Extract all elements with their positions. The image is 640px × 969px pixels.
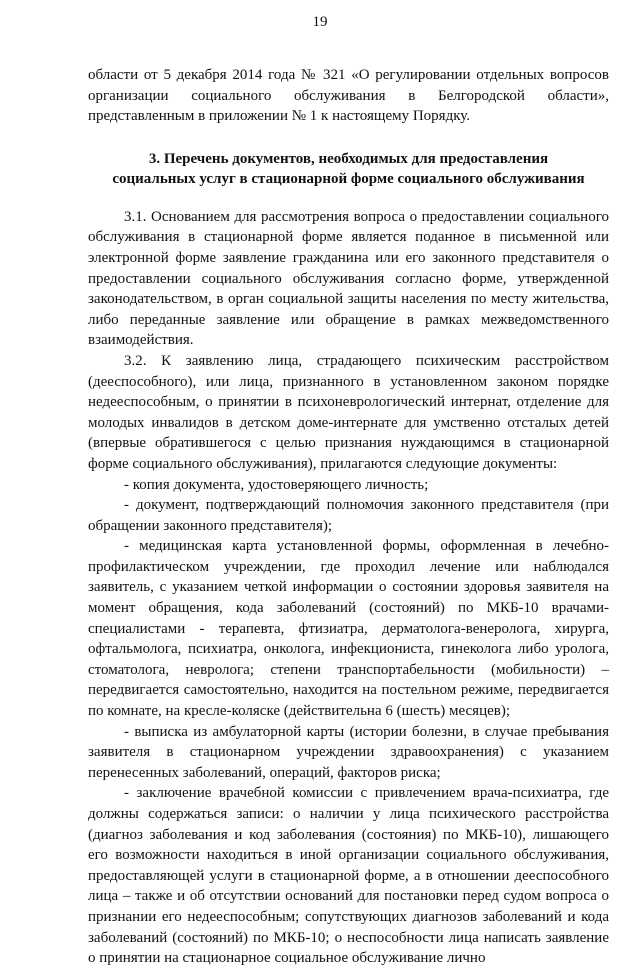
section-heading-line-2: социальных услуг в стационарной форме социального обслуживания: [112, 170, 585, 187]
section-heading: [88, 149, 609, 189]
list-item-representative-document: - документ, подтверждающий полномочия законного представителя (при обращении законного представителя);: [88, 497, 609, 534]
list-item-medical-commission: - заключение врачебной комиссии с привлечением врача-психиатра, где должны содержаться записи: о наличии у лица психического расстройства (диагноз заболевания и код заболевания (состояния) по МКБ-10), лишающего его возможности находиться в иной организации социального обслуживания, предоставляющей услуги в стационарной форме, а в отношении дееспособного лица – также и об отсутствии оснований для постановки перед судом вопроса о признании его недееспособным; сопутствующих диагнозов заболеваний и кода заболеваний (состояний) по МКБ-10; о неспособности лица написать заявление о принятии на стационарное социальное обслуживание лично: [88, 785, 609, 967]
list-item-id-copy: - копия документа, удостоверяющего личность;: [124, 476, 429, 493]
page-number: 19: [312, 14, 328, 30]
section-heading-line-1: 3. Перечень документов, необходимых для предоставления: [148, 150, 549, 167]
paragraph-3-2: 3.2. К заявлению лица, страдающего психическим расстройством (дееспособного), или лица, признанного в установленном законом порядке недееспособным, о принятии в психоневрологический интернат, отделение для молодых инвалидов в детском доме-интернате для умственно отсталых детей (впервые обратившегося с целью признания нуждающимся в стационарной форме социального обслуживания), прилагаются следующие документы:: [88, 352, 609, 472]
page-content: [88, 65, 609, 969]
paragraph-3-1: 3.1. Основанием для рассмотрения вопроса о предоставлении социального обслуживания в стационарной форме является поданное в письменной или электронной форме заявление гражданина или его законного представителя о предоставлении социального обслуживания согласно форме, утвержденной законодательством, в орган социальной защиты населения по месту жительства, либо переданные заявление или обращение в рамках межведомственного взаимодействия.: [88, 208, 609, 349]
list-item-outpatient-extract: - выписка из амбулаторной карты (истории болезни, в случае пребывания заявителя в стационарном учреждении здравоохранения) с указанием перенесенных заболеваний, операций, факторов риска;: [88, 723, 609, 781]
intro-paragraph: области от 5 декабря 2014 года № 321 «О регулировании отдельных вопросов организации социального обслуживания в Белгородской области», представленным в приложении № 1 к настоящему Порядку.: [88, 67, 609, 125]
list-item-medical-card: - медицинская карта установленной формы, оформленная в лечебно-профилактическом учреждении, где проходил лечение или наблюдался заявитель, с указанием четкой информации о состоянии здоровья заявителя на момент обращения, кода заболеваний (состояний) по МКБ-10 врачами-специалистами - терапевта, фтизиатра, дерматолога-венеролога, хирурга, офтальмолога, психиатра, онколога, инфекциониста, гинеколога либо уролога, стоматолога, невролога; степени транспортабельности (мобильности) – передвигается самостоятельно, находится на постельном режиме, передвигается по комнате, на кресле-коляске (действительна 6 (шесть) месяцев);: [88, 538, 609, 720]
